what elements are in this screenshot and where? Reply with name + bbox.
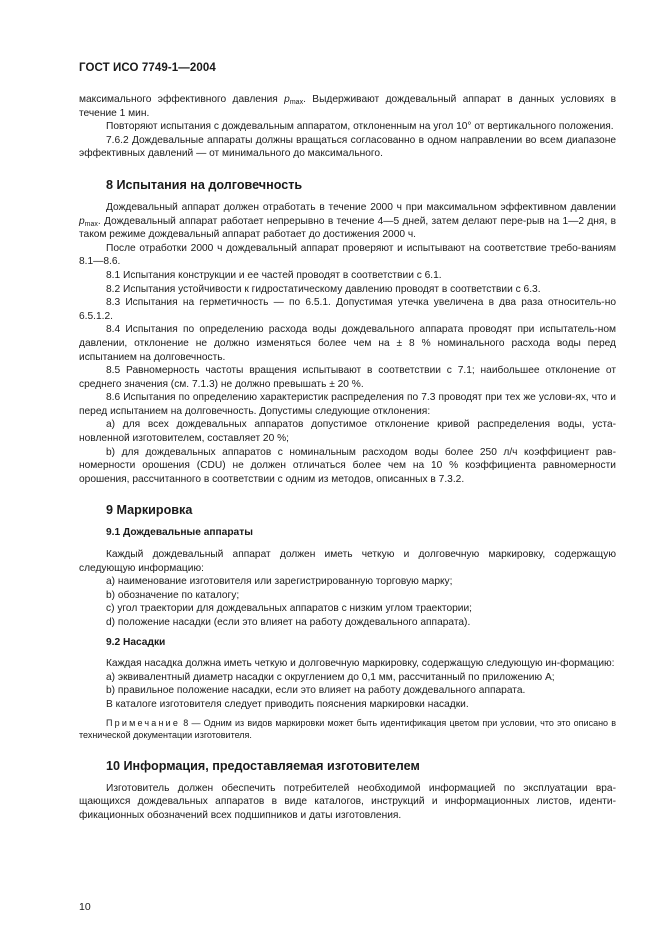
paragraph-8-after: После отработки 2000 ч дождевальный аппарат проверяют и испытывают на соответствие требо-ваниям 8.1—8.6. [79,242,616,268]
text: . Дождевальный аппарат работает непрерывно в течение 4—5 дней, затем делают пере-рыв на 1—2 дня, в таком режиме дождевальный аппарат работает до достижения 2000 ч. [79,215,616,241]
section-8-title: 8 Испытания на долговечность [106,177,303,192]
section-9-title: 9 Маркировка [106,503,193,518]
subsection-9-2-title: 9.2 Насадки [106,636,166,648]
standard-header: ГОСТ ИСО 7749-1—2004 [79,62,216,74]
section-10-title: 10 Информация, предоставляемая изготовителем [106,758,420,773]
clause-8-6: 8.6 Испытания по определению характеристик распределения по 7.3 проводят при тех же услови-ях, что и перед испытанием на долговечность. Допустимы следующие отклонения: [79,392,616,417]
paragraph-9-2-catalog: В каталоге изготовителя следует приводить пояснения маркировки насадки. [106,698,469,710]
subsection-9-1-title: 9.1 Дождевальные аппараты [106,527,253,539]
paragraph-max-pressure [79,93,616,120]
paragraph-repeat-tests: Повторяют испытания с дождевальным аппаратом, отклоненным на угол 10° от вертикального положения. [106,121,614,133]
clause-8-4: 8.4 Испытания по определению расхода воды дождевального аппарата проводят при испытатель-ном давлении, отклонение не должно изменяться более чем на ± 8 % номинального расхода воды перед испытанием на долговечность. [79,324,616,363]
clause-8-1: 8.1 Испытания конструкции и ее частей проводят в соответствии с 6.1. [106,269,442,281]
page-number: 10 [79,901,91,913]
text: максимального эффективного давления [79,94,285,105]
clause-8-6-b: b) для дождевальных аппаратов с номинальным расходом воды более 250 л/ч коэффициент рав-номерности орошения (CDU) не должен отличаться более чем на 10 % коэффициента равномерности орошения, рассчитанного в соответствии с одним из методов, описанных в 7.3.2. [79,446,616,485]
note-label: Примечание [106,717,181,728]
paragraph-10: Изготовитель должен обеспечить потребителей необходимой информацией по эксплуатации вра-щающихся дождевальных аппаратов в виде каталогов, инструкций и информационных листов, иденти-фикационных обозначений всех подшипников и даты изготовления. [79,782,616,821]
paragraph-8-intro [79,201,616,242]
list-item-9-1-d: d) положение насадки (если это влияет на работу дождевального аппарата). [106,617,471,628]
symbol-p: p [284,94,290,105]
list-item-9-1-a: а) наименование изготовителя или зарегистрированную торговую марку; [106,576,453,588]
clause-8-2: 8.2 Испытания устойчивости к гидростатическому давлению проводят в соответствии с 6.3. [106,283,541,295]
paragraph-9-1: Каждый дождевальный аппарат должен иметь четкую и долговечную маркировку, содержащую следующую информацию: [79,549,616,574]
clause-8-3: 8.3 Испытания на герметичность — по 6.5.1. Допустимая утечка увеличена в два раза относитель-но 6.5.1.2. [79,297,616,322]
note-8 [79,717,616,742]
list-item-9-2-a: а) эквивалентный диаметр насадки с округлением до 0,1 мм, рассчитанный по приложению А; [106,671,555,683]
list-item-9-1-c: с) угол траектории для дождевальных аппаратов с низким углом траектории; [106,603,472,615]
text: . Выдерживают дождевальный аппарат в данных условиях в течение 1 мин. [79,94,616,119]
text: Дождевальный аппарат должен отработать в течение 2000 ч при максимальном эффективном давлении [106,201,616,213]
paragraph-9-2: Каждая насадка должна иметь четкую и долговечную маркировку, содержащую следующую ин-формацию: [106,658,615,670]
list-item-9-2-b: b) правильное положение насадки, если это влияет на работу дождевального аппарата. [106,685,526,697]
clause-8-6-a: а) для всех дождевальных аппаратов допустимое отклонение кривой распределения воды, уста-новленной изготовителем, составляет 20 %; [79,419,616,445]
list-item-9-1-b: b) обозначение по каталогу; [106,589,240,601]
symbol-p-sub: max [84,220,98,228]
paragraph-7-6-2: 7.6.2 Дождевальные аппараты должны вращаться согласованно в одном направлении во всем диапазоне эффективных давлений — от минимального до максимального. [79,134,616,160]
symbol-p: p [79,215,85,227]
document-body [79,93,616,822]
symbol-p-sub: max [289,99,304,106]
note-text: 8 — Одним из видов маркировки может быть идентификация цветом при условии, что это описано в технической документации изготовителя. [79,717,616,741]
clause-8-5: 8.5 Равномерность частоты вращения испытывают в соответствии с 7.1; наибольшее отклонение от среднего значения (см. 7.1.3) не должно превышать ± 20 %. [79,365,616,390]
